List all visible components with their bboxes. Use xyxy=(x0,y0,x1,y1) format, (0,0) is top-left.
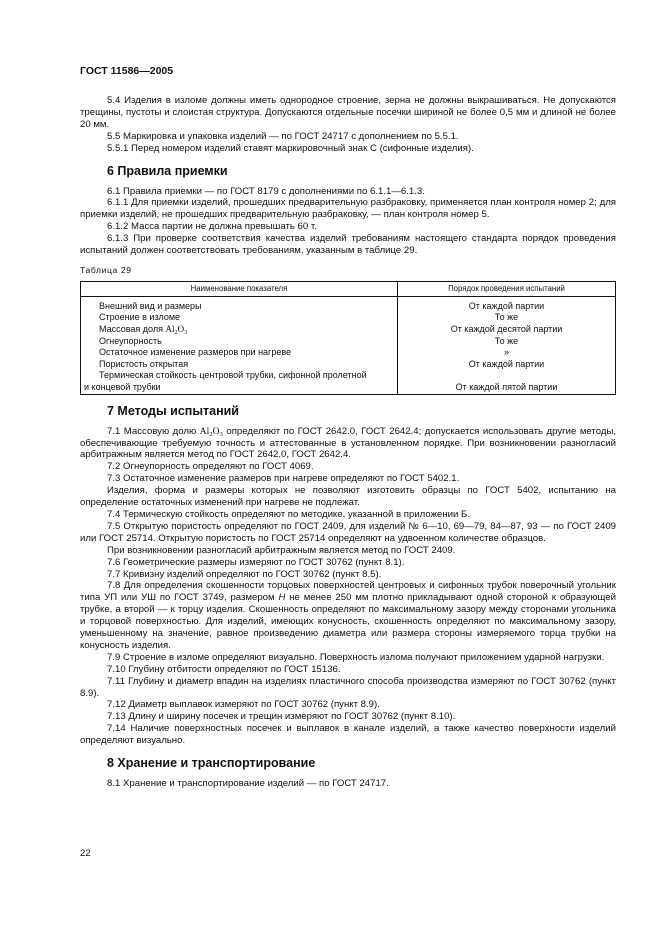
paragraph-5-5: 5.5 Маркировка и упаковка изделий — по ГОСТ 24717 с дополнением по 5.5.1. xyxy=(107,130,459,142)
paragraph-7-7: 7.7 Кривизну изделий определяют по ГОСТ 30762 (пункт 8.5). xyxy=(107,568,382,580)
table-row-order: » xyxy=(503,347,509,358)
paragraph-7-12: 7.12 Диаметр выплавок измеряют по ГОСТ 30762 (пункт 8.9). xyxy=(107,699,380,711)
paragraph-5-4: 5.4 Изделия в изломе должны иметь однородное строение, зерна не должны выкрашиваться. Не допускаются трещины, пустоты и слоистая структура. Допускаются отдельные посечки шириной не более 0,5 мм и длиной не более 20 мм. xyxy=(80,95,616,130)
paragraph-7-6: 7.6 Геометрические размеры измеряют по ГОСТ 30762 (пункт 8.1). xyxy=(107,556,405,568)
table-row-name: Внешний вид и размеры xyxy=(99,300,202,311)
paragraph-7-3: 7.3 Остаточное изменение размеров при нагреве определяют по ГОСТ 5402.1. xyxy=(107,473,460,485)
table-row-order xyxy=(398,370,615,382)
table-row-order: От каждой десятой партии xyxy=(450,324,563,335)
paragraph-6-1-3: 6.1.3 При проверке соответствия качества изделий требованиям настоящего стандарта порядок проведения испытаний должен соответствовать требованиям, указанным в таблице 29. xyxy=(80,233,616,257)
table-indicator-cell xyxy=(81,296,398,394)
page-number: 22 xyxy=(80,848,91,859)
table-row-order: От каждой партии xyxy=(468,300,545,311)
paragraph-6-1-2: 6.1.2 Масса партии не должна превышать 60 т. xyxy=(107,221,317,233)
table-row-order: То же xyxy=(494,312,519,323)
paragraph-7-1: 7.1 Массовую долю $Al_2O_3$ определяют по ГОСТ 2642.0, ГОСТ 2642.4; допускается использовать другие методы, обеспечивающие требуемую точность и аттестованные в установленном порядке. При возникновении разногласий арбитражным является метод по ГОСТ 2642.0, ГОСТ 2642.4. xyxy=(80,425,617,461)
document-header: ГОСТ 11586—2005 xyxy=(80,65,174,77)
table-row-name: Массовая доля $Al_2O_3$ xyxy=(99,324,188,337)
paragraph-7-8: 7.8 Для определения скошенности торцовых поверхностей центровых и сифонных трубок поверочный угольник типа УП или УШ по ГОСТ 3749, размером Н не менее 250 мм плотно прикладывают одной стороной к образующей трубке, а второй — к торцу изделия. Скошенность определяют по максимальному зазору между сторонами угольника и торцовой поверхностью. Для изделий, имеющих конусность, скошенность определяют по максимальному зазору, уменьшенному на значение, равное произведению диаметра или размера стороны измеряемого торца трубки на конусность изделия. xyxy=(80,580,616,651)
section-7-heading: 7 Методы испытаний xyxy=(107,403,239,418)
table-row-name: Термическая стойкость центровой трубки, сифонной пролетной xyxy=(99,370,367,381)
table-row-name: Пористость открытая xyxy=(99,358,189,369)
table-29-caption: Таблица 29 xyxy=(80,264,132,275)
paragraph-7-10: 7.10 Глубину отбитости определяют по ГОСТ 15136. xyxy=(107,663,341,675)
paragraph-7-5-note: При возникновении разногласий арбитражным является метод по ГОСТ 2409. xyxy=(107,544,456,556)
section-8-heading: 8 Хранение и транспортирование xyxy=(107,756,316,771)
paragraph-7-2: 7.2 Огнеупорность определяют по ГОСТ 4069. xyxy=(107,461,314,473)
table-row-name: Огнеупорность xyxy=(99,335,162,346)
paragraph-6-1-1: 6.1.1 Для приемки изделий, прошедших предварительную разбраковку, применяется план контроля номер 2; для приемки изделий, не прошедших предварительную разбраковку, — план контроля номер 5. xyxy=(80,197,616,221)
table-row-name: Строение в изломе xyxy=(99,312,181,323)
paragraph-7-11: 7.11 Глубину и диаметр впадин на изделиях пластичного способа производства измеряют по ГОСТ 30762 (пункт 8.9). xyxy=(80,675,616,699)
paragraph-7-3-note: Изделия, форма и размеры которых не позволяют изготовить образцы по ГОСТ 5402, испытанию на определение остаточных изменений при нагреве не подлежат. xyxy=(80,485,616,509)
table-header-test-order: Порядок проведения испытаний xyxy=(398,281,616,296)
paragraph-7-5: 7.5 Открытую пористость определяют по ГОСТ 2409, для изделий № 6—10, 69—79, 84—87, 93 — по ГОСТ 2409 или ГОСТ 25714. Открытую пористость по ГОСТ 25714 определяют на удвоенном количестве образцов. xyxy=(80,520,616,544)
paragraph-6-1: 6.1 Правила приемки — по ГОСТ 8179 с дополнениями по 6.1.1—6.1.3. xyxy=(107,185,425,197)
table-row-name: Остаточное изменение размеров при нагреве xyxy=(99,347,292,358)
table-row-name-continuation: и концевой трубки xyxy=(84,382,161,393)
paragraph-7-14: 7.14 Наличие поверхностных посечек и выплавок в канале изделий, а также качество поверхности изделий определяют визуально. xyxy=(80,723,616,747)
table-header-indicator: Наименование показателя xyxy=(81,281,398,296)
table-row-order: От каждой партии xyxy=(468,358,545,369)
paragraph-7-13: 7.13 Длину и ширину посечек и трещин измеряют по ГОСТ 30762 (пункт 8.10). xyxy=(107,711,456,723)
paragraph-5-5-1: 5.5.1 Перед номером изделий ставят маркировочный знак С (сифонные изделия). xyxy=(107,142,474,154)
paragraph-7-9: 7.9 Строение в изломе определяют визуально. Поверхность излома получают приложением ударной нагрузки. xyxy=(107,651,605,663)
table-29 xyxy=(80,281,616,395)
paragraph-7-4: 7.4 Термическую стойкость определяют по методике, указанной в приложении Б. xyxy=(107,508,471,520)
section-6-heading: 6 Правила приемки xyxy=(107,163,228,178)
document-body xyxy=(80,95,616,790)
table-order-cell xyxy=(398,296,616,394)
paragraph-8-1: 8.1 Хранение и транспортирование изделий — по ГОСТ 24717. xyxy=(107,778,389,790)
table-row-order: То же xyxy=(494,335,519,346)
table-row-order: От каждой пятой партии xyxy=(455,382,558,393)
